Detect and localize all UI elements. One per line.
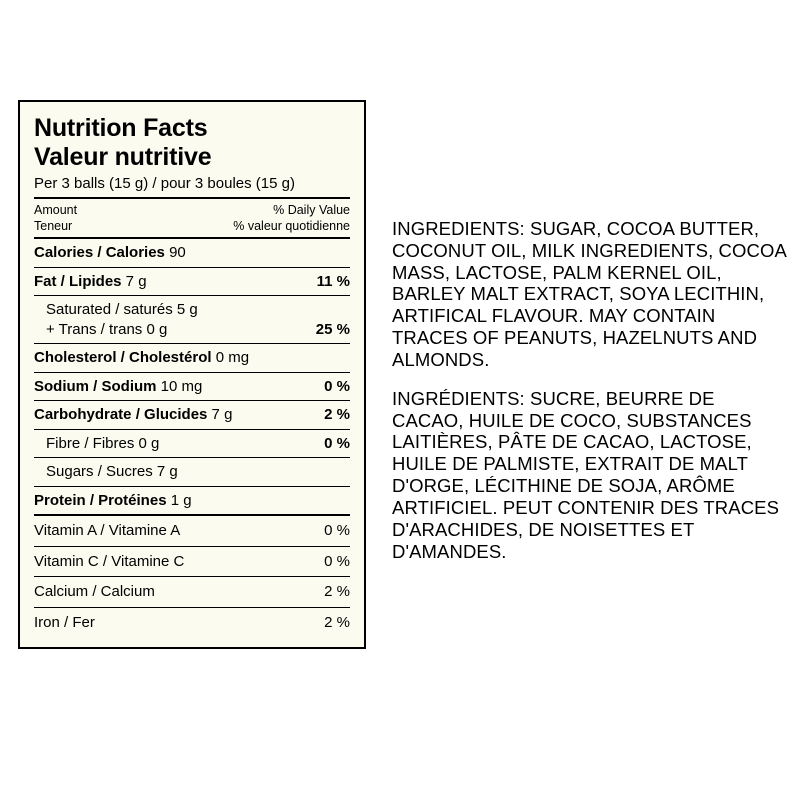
vitamin-row-iron <box>34 608 350 638</box>
nutrient-dv <box>318 377 350 397</box>
nutrient-dv <box>311 272 350 292</box>
column-headers <box>34 199 350 237</box>
dv-value: 25 <box>315 320 333 338</box>
dv-percent-sign: % <box>336 613 350 631</box>
dv-percent-sign: % <box>336 552 350 570</box>
vitamin-dv <box>324 613 350 633</box>
nutrient-amount: 7 g <box>207 406 233 424</box>
nutrient-row-fat <box>34 268 350 296</box>
dv-value: 0 <box>324 522 333 540</box>
dv-percent-sign: % <box>336 320 350 338</box>
nutrient-amount: 10 mg <box>156 377 203 395</box>
nutrient-row-calories <box>34 239 350 267</box>
amount-header <box>34 202 77 234</box>
nutrient-name: Cholesterol / Cholestérol <box>34 349 212 367</box>
nutrient-amount: 90 <box>164 244 186 262</box>
vitamin-dv <box>324 552 350 572</box>
nutrient-row-carbohydrate <box>34 401 350 429</box>
vitamin-label: Calcium / Calcium <box>34 583 155 601</box>
nutrient-name: Carbohydrate / Glucides <box>34 406 208 424</box>
nutrient-amount: 7 g <box>121 272 147 290</box>
dv-value: 0 <box>324 434 333 452</box>
vitamin-row-calcium <box>34 577 350 607</box>
ingredients-english: INGREDIENTS: SUGAR, COCOA BUTTER, COCONUT OIL, MILK INGREDIENTS, COCOA MASS, LACTOSE, PALM KERNEL OIL, BARLEY MALT EXTRACT, SOYA LECITHIN, ARTIFICAL FLAVOUR. MAY CONTAIN TRACES OF PEANUTS, HAZELNUTS AND ALMONDS. <box>392 218 786 370</box>
dv-value: 2 <box>324 583 333 601</box>
nutrient-row-cholesterol <box>34 344 350 372</box>
nutrition-facts-title-fr: Valeur nutritive <box>34 142 212 171</box>
nutrient-label <box>34 243 344 263</box>
amount-header-fr: Teneur <box>34 219 73 234</box>
dv-value: 2 <box>324 613 333 631</box>
nutrient-name: Fat / Lipides <box>34 272 122 290</box>
nutrient-name: Sodium / Sodium <box>34 377 157 395</box>
nutrient-dv <box>310 320 350 340</box>
nutrient-row-sodium <box>34 373 350 401</box>
daily-value-header-fr: % valeur quotidienne <box>233 219 350 234</box>
nutrient-dv <box>318 405 350 425</box>
dv-value: 0 <box>324 552 333 570</box>
nutrient-row-protein <box>34 487 350 515</box>
amount-header-en: Amount <box>34 203 78 218</box>
nutrient-label <box>34 377 318 397</box>
nutrient-amount: 1 g <box>166 491 192 509</box>
vitamin-row-vitamin-a <box>34 516 350 546</box>
vitamin-dv <box>324 582 350 602</box>
vitamin-label: Vitamin A / Vitamine A <box>34 522 181 540</box>
nutrient-amount: 0 mg <box>211 349 250 367</box>
dv-percent-sign: % <box>336 406 350 424</box>
nutrition-facts-title-en: Nutrition Facts <box>34 114 208 142</box>
dv-percent-sign: % <box>336 377 350 395</box>
dv-percent-sign: % <box>336 272 350 290</box>
vitamin-label: Vitamin C / Vitamine C <box>34 552 185 570</box>
vitamin-dv <box>324 521 350 541</box>
serving-size: Per 3 balls (15 g) / pour 3 boules (15 g) <box>34 175 295 192</box>
nutrient-saturated: Saturated / saturés 5 g <box>46 301 198 319</box>
nutrient-dv <box>318 434 350 454</box>
nutrient-label <box>34 272 311 292</box>
nutrient-row-saturated-trans <box>34 296 350 343</box>
nutrient-label <box>34 491 344 511</box>
nutrient-name: Calories / Calories <box>34 244 165 262</box>
vitamin-label: Iron / Fer <box>34 613 95 631</box>
dv-value: 11 <box>316 272 333 290</box>
ingredients-section <box>392 218 788 562</box>
nutrient-row-fibre <box>34 430 350 458</box>
dv-percent-sign: % <box>336 522 350 540</box>
nutrient-label <box>34 300 310 339</box>
dv-percent-sign: % <box>336 434 350 452</box>
daily-value-header <box>233 202 350 234</box>
nutrient-label <box>34 348 344 368</box>
nutrient-label: Fibre / Fibres 0 g <box>46 434 160 452</box>
nutrition-facts-panel <box>18 100 366 649</box>
nutrient-trans: + Trans / trans 0 g <box>46 320 168 338</box>
nutrient-name: Protein / Protéines <box>34 491 167 509</box>
dv-value: 0 <box>324 377 333 395</box>
vitamin-row-vitamin-c <box>34 547 350 577</box>
ingredients-french: INGRÉDIENTS: SUCRE, BEURRE DE CACAO, HUILE DE COCO, SUBSTANCES LAITIÈRES, PÂTE DE CACAO, LACTOSE, HUILE DE PALMISTE, EXTRAIT DE MALT D'ORGE, LÉCITHINE DE SOJA, ARÔME ARTIFICIEL. PEUT CONTENIR DES TRACES D'ARACHIDES, DE NOISETTES ET D'AMANDES. <box>392 387 780 562</box>
daily-value-header-en: % Daily Value <box>273 203 350 218</box>
dv-value: 2 <box>324 406 333 424</box>
nutrient-row-sugars <box>34 458 350 486</box>
nutrient-label <box>34 405 318 425</box>
dv-percent-sign: % <box>336 583 350 601</box>
nutrient-label: Sugars / Sucres 7 g <box>46 463 178 481</box>
